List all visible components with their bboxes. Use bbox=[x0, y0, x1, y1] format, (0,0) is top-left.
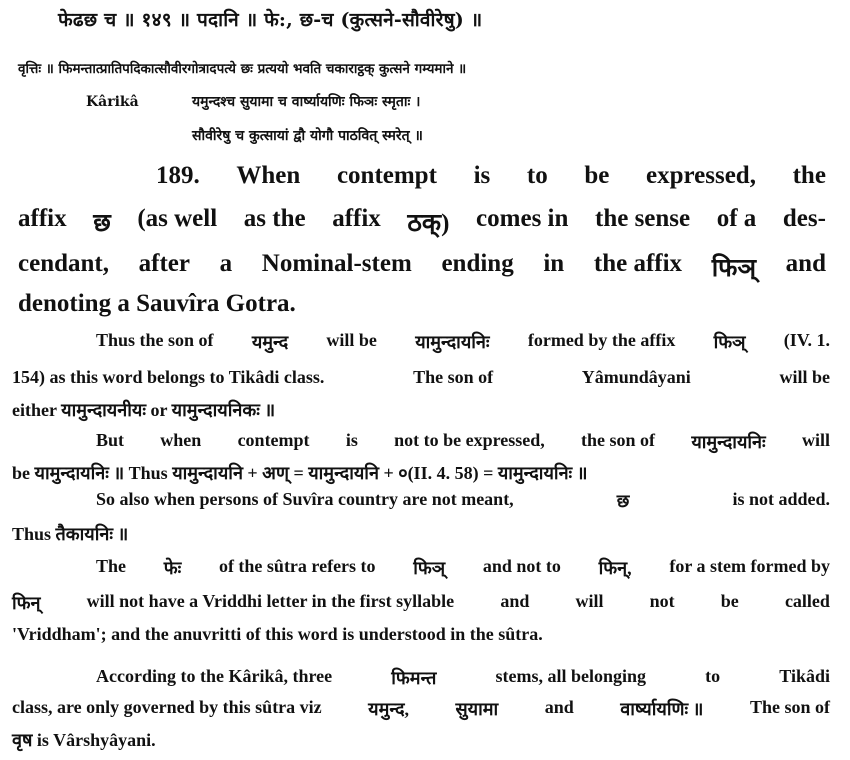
text-segment: be bbox=[584, 162, 610, 189]
text-segment: after bbox=[138, 250, 190, 277]
text-segment: in bbox=[543, 250, 565, 277]
text-segment: फिञ् bbox=[713, 332, 746, 352]
text-segment: is not added. bbox=[732, 489, 830, 509]
commentary-line-12 bbox=[12, 697, 830, 721]
text-segment: (IV. 1. bbox=[783, 330, 830, 350]
text-segment: stems, all belonging bbox=[495, 666, 647, 686]
text-segment: and bbox=[544, 697, 574, 717]
translation-line-2 bbox=[18, 205, 826, 239]
commentary-line-1 bbox=[96, 330, 830, 354]
text-segment: According to the Kârikâ, three bbox=[96, 666, 333, 686]
text-segment: will bbox=[575, 591, 604, 611]
text-segment: will bbox=[801, 430, 830, 450]
text-segment: The son of bbox=[749, 697, 830, 717]
text-segment: a bbox=[219, 250, 233, 277]
text-segment: (as well bbox=[137, 205, 218, 232]
karika-label: Kârikâ bbox=[86, 94, 139, 110]
text-segment: and not to bbox=[482, 556, 561, 576]
commentary-line-4 bbox=[96, 430, 830, 454]
commentary-line-6 bbox=[96, 489, 830, 513]
text-segment: The son of bbox=[413, 367, 494, 387]
karika-line-2: सौवीरेषु च कुत्सायां द्वौ योगौ पाठवित् स्मरेत् ॥ bbox=[192, 128, 423, 144]
text-segment: फेः bbox=[163, 558, 182, 578]
text-segment: यमुन्द bbox=[251, 332, 289, 352]
translation-line-3 bbox=[18, 250, 826, 284]
commentary-line-13: वृष is Vârshyâyani. bbox=[12, 730, 156, 750]
text-segment: comes in bbox=[476, 205, 569, 232]
text-segment: यामुन्दायनिः bbox=[415, 332, 490, 352]
text-segment: as the bbox=[243, 205, 306, 232]
text-segment: for a stem formed by bbox=[669, 556, 830, 576]
text-segment: class, are only governed by this sûtra viz bbox=[12, 697, 322, 717]
text-segment: cendant, bbox=[18, 250, 109, 277]
text-segment: The bbox=[96, 556, 127, 576]
text-segment: फिन् bbox=[12, 593, 41, 613]
text-segment: when bbox=[160, 430, 202, 450]
text-segment: 189. bbox=[156, 162, 200, 189]
text-segment: the affix bbox=[593, 250, 683, 277]
text-segment: छ bbox=[616, 491, 630, 511]
commentary-line-11 bbox=[96, 666, 830, 690]
text-segment: फिञ् bbox=[711, 255, 757, 282]
text-segment: and bbox=[500, 591, 530, 611]
text-segment: Yâmundâyani bbox=[581, 367, 691, 387]
text-segment: is bbox=[345, 430, 358, 450]
text-segment: called bbox=[784, 591, 830, 611]
commentary-line-3: either यामुन्दायनीयः or यामुन्दायनिकः ॥ bbox=[12, 400, 276, 420]
sutra-header: फेढछ च ॥ १४९ ॥ पदानि ॥ फे:, छ-च (कुत्सने-सौवीरेषु) ॥ bbox=[58, 9, 483, 31]
text-segment: यामुन्दायनिः bbox=[691, 432, 766, 452]
text-segment: not bbox=[649, 591, 675, 611]
karika-line-1 bbox=[86, 92, 420, 111]
text-segment: and bbox=[785, 250, 826, 277]
commentary-line-10: 'Vriddham'; and the anuvritti of this word is understood in the sûtra. bbox=[12, 624, 543, 644]
text-segment: ending bbox=[441, 250, 514, 277]
text-segment: the sense bbox=[595, 205, 691, 232]
text-segment: छ bbox=[93, 210, 111, 237]
text-segment: be bbox=[720, 591, 739, 611]
text-segment: not to be expressed, bbox=[394, 430, 545, 450]
text-segment: is bbox=[473, 162, 491, 189]
text-segment: will be bbox=[326, 330, 377, 350]
commentary-line-8 bbox=[96, 556, 830, 580]
text-segment: contempt bbox=[237, 430, 310, 450]
text-segment: 154) as this word belongs to Tikâdi class. bbox=[12, 367, 325, 387]
commentary-line-5: be यामुन्दायनिः ॥ Thus यामुन्दायनि + अण् = यामुन्दायनि + ०(II. 4. 58) = यामुन्दायनिः ॥ bbox=[12, 463, 588, 483]
text-segment: ठक्) bbox=[407, 210, 450, 237]
text-segment: Thus the son of bbox=[96, 330, 214, 350]
text-segment: affix bbox=[332, 205, 381, 232]
text-segment: des- bbox=[782, 205, 826, 232]
text-segment: to bbox=[705, 666, 721, 686]
text-segment: वार्ष्यायणिः ॥ bbox=[620, 699, 704, 719]
text-segment: to bbox=[526, 162, 548, 189]
text-segment: फिञ् bbox=[413, 558, 446, 578]
text-segment: will not have a Vriddhi letter in the first syllable bbox=[86, 591, 455, 611]
text-segment: of the sûtra refers to bbox=[218, 556, 376, 576]
commentary-line-2 bbox=[12, 367, 830, 388]
commentary-line-9 bbox=[12, 591, 830, 615]
translation-line-1 bbox=[156, 162, 826, 190]
text-segment: the bbox=[792, 162, 826, 189]
karika-verse-1: यमुन्दश्च सुयामा च वार्ष्यायणिः फिञः स्मृताः । bbox=[192, 94, 421, 110]
text-segment: सुयामा bbox=[455, 699, 499, 719]
text-segment: फिमन्त bbox=[391, 668, 437, 688]
text-segment: But bbox=[96, 430, 125, 450]
text-segment: will be bbox=[779, 367, 830, 387]
text-segment: affix bbox=[18, 205, 67, 232]
text-segment: expressed, bbox=[646, 162, 756, 189]
text-segment: फिन्, bbox=[598, 558, 632, 578]
text-segment: So also when persons of Suvîra country are not meant, bbox=[96, 489, 514, 509]
text-segment: यमुन्द, bbox=[368, 699, 409, 719]
text-segment: Tikâdi bbox=[779, 666, 830, 686]
commentary-line-7: Thus तैकायनिः ॥ bbox=[12, 524, 129, 544]
vritti-line: वृत्तिः ॥ फिमन्तात्प्रातिपदिकात्सौवीरगोत्रादपत्ये छः प्रत्ययो भवति चकाराट्ठक् कुत्सने गम्यमाने ॥ bbox=[18, 61, 467, 77]
text-segment: contempt bbox=[336, 162, 437, 189]
text-segment: the son of bbox=[581, 430, 656, 450]
translation-line-4: denoting a Sauvîra Gotra. bbox=[18, 290, 296, 317]
text-segment: formed by the affix bbox=[527, 330, 676, 350]
text-segment: Nominal-stem bbox=[261, 250, 412, 277]
text-segment: of a bbox=[716, 205, 757, 232]
text-segment: When bbox=[236, 162, 301, 189]
